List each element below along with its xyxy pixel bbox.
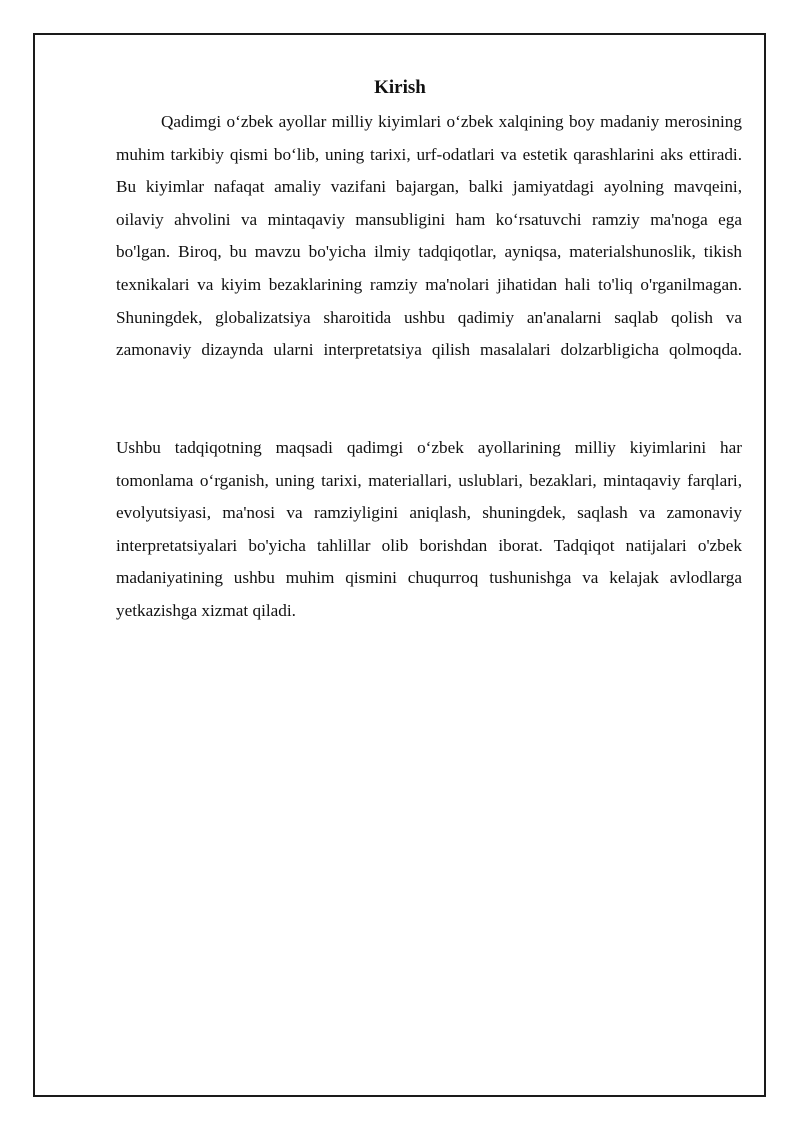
page-title: Kirish — [374, 77, 426, 98]
paragraph-purpose: Ushbu tadqiqotning maqsadi qadimgi o‘zbek ayollarining milliy kiyimlarini har tomonlama o‘rganish, uning tarixi, materiallari, uslublari, bezaklari, mintaqaviy farqlari, evolyutsiyasi, ma'nosi va ramziyligini aniqlash, shuningdek, saqlash va zamonaviy interpretatsiyalari bo'yicha tahlillar olib borishdan iborat. Tadqiqot natijalari o'zbek madaniyatining ushbu muhim qismini chuqurroq tushunishga va kelajak avlodlarga yetkazishga xizmat qiladi. — [116, 438, 742, 620]
paragraph-intro: Qadimgi o‘zbek ayollar milliy kiyimlari o‘zbek xalqining boy madaniy merosining muhim tarkibiy qismi bo‘lib, uning tarixi, urf-odatlari va estetik qarashlarini aks ettiradi. Bu kiyimlar nafaqat amaliy vazifani bajargan, balki jamiyatdagi ayolning mavqeini, oilaviy ahvolini va mintaqaviy mansubligini ham ko‘rsatuvchi ramziy ma'noga ega bo'lgan. Biroq, bu mavzu bo'yicha ilmiy tadqiqotlar, ayniqsa, materialshunoslik, tikish texnikalari va kiyim bezaklarining ramziy ma'nolari jihatidan hali to'liq o'rganilmagan. Shuningdek, globalizatsiya sharoitida ushbu qadimiy an'analarni saqlab qolish va zamonaviy dizaynda ularni interpretatsiya qilish masalalari dolzarbligicha qolmoqda. — [116, 112, 742, 360]
